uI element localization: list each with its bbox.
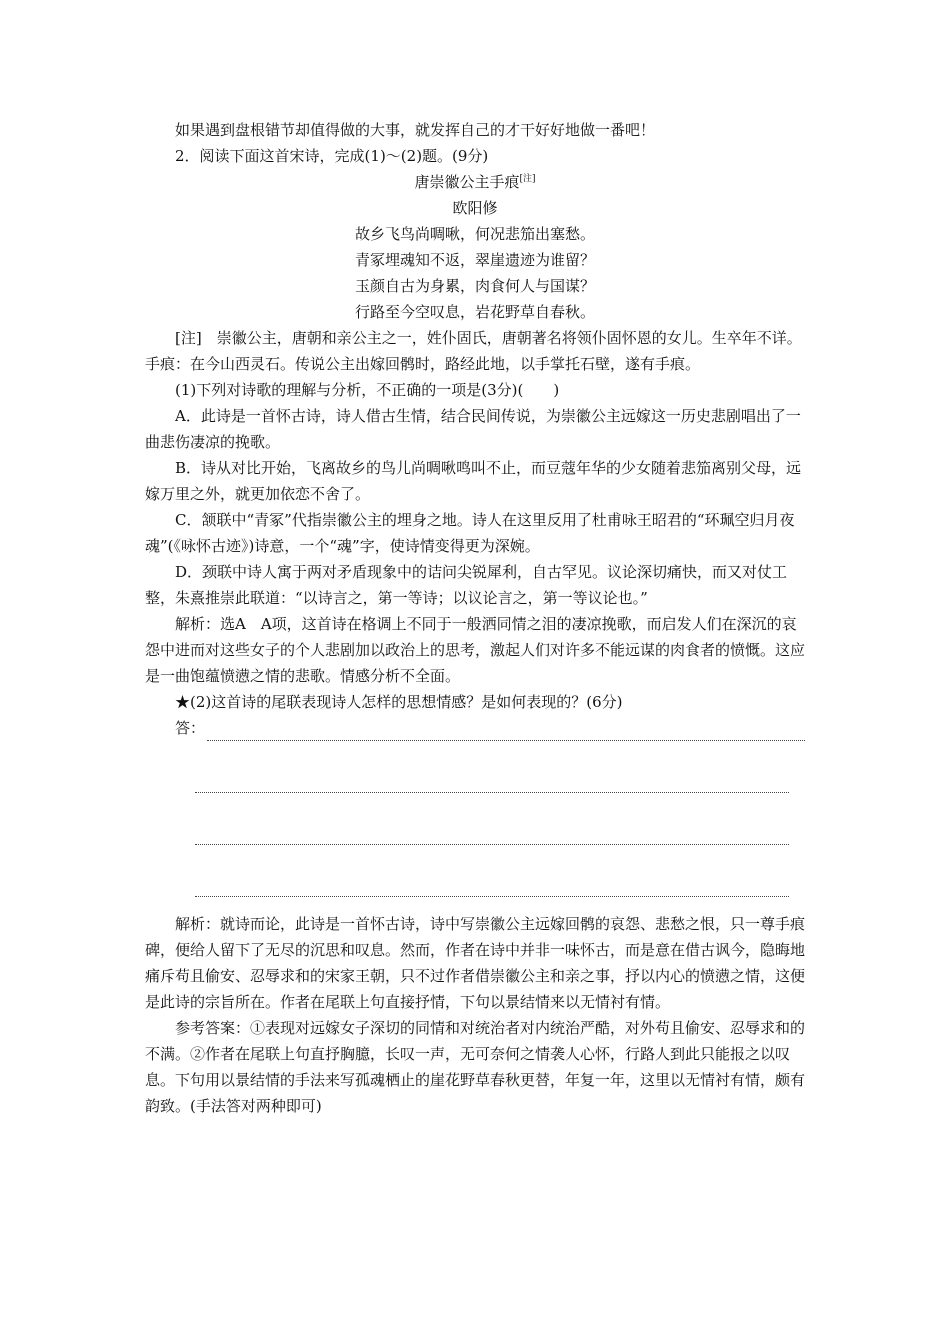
answer-dotted-line	[195, 843, 789, 845]
sub-2-analysis: 解析：就诗而论，此诗是一首怀古诗，诗中写崇徽公主远嫁回鹘的哀怨、悲愁之恨，只一尊手痕碑，便给人留下了无尽的沉思和叹息。然而，作者在诗中并非一味怀古，而是意在借古讽今，隐晦地痛斥苟且偷安、忍辱求和的宋家王朝，只不过作者借崇徽公主和亲之事，抒以内心的愤懑之情，这便是此诗的宗旨所在。作者在尾联上句直接抒情，下句以景结情来以无情衬有情。	[145, 915, 806, 1011]
option-d: D．颈联中诗人寓于两对矛盾现象中的诘问尖锐犀利，自古罕见。议论深切痛快，而又对仗工整，朱熹推崇此联道：“以诗言之，第一等诗；以议论言之，第一等议论也。”	[145, 563, 788, 607]
poem-title	[145, 169, 805, 195]
option-c: C．颔联中“青冢”代指崇徽公主的埋身之地。诗人在这里反用了杜甫咏王昭君的“环珮空归月夜魂”(《咏怀古迹》)诗意，一个“魂”字，使诗情变得更为深婉。	[145, 511, 795, 555]
answer-dotted-line	[195, 791, 789, 793]
reference-answer: 参考答案：①表现对远嫁女子深切的同情和对统治者对内统治严酷，对外苟且偷安、忍辱求和的不满。②作者在尾联上句直抒胸臆，长叹一声，无可奈何之情袭人心怀，行路人到此只能报之以叹息。下句用以景结情的手法来写孤魂栖止的崖花野草春秋更替，年复一年，这里以无情衬有情，颇有韵致。(手法答对两种即可)	[145, 1019, 806, 1115]
option-b: B．诗从对比开始，飞离故乡的鸟儿尚啁啾鸣叫不止，而豆蔻年华的少女随着悲笳离别父母，远嫁万里之外，就更加依恋不舍了。	[145, 459, 802, 503]
poem-line: 玉颜自古为身累，肉食何人与国谋？	[354, 277, 595, 295]
poem-line: 青冢埋魂知不返，翠崖遗迹为谁留？	[354, 251, 595, 269]
poem-note: [注] 崇徽公主，唐朝和亲公主之一，姓仆固氏，唐朝著名将领仆固怀恩的女儿。生卒年不详。手痕：在今山西灵石。传说公主出嫁回鹘时，路经此地，以手掌托石壁，遂有手痕。	[145, 329, 802, 373]
intro-line: 如果遇到盘根错节却值得做的大事，就发挥自己的才干好好地做一番吧！	[175, 121, 656, 139]
sub-question-2: ★(2)这首诗的尾联表现诗人怎样的思想情感？是如何表现的？(6分)	[175, 693, 623, 711]
answer-area-first-line[interactable]	[145, 715, 805, 741]
option-a: A．此诗是一首怀古诗，诗人借古生情，结合民间传说，为崇徽公主远嫁这一历史悲剧唱出了一曲悲伤凄凉的挽歌。	[145, 407, 801, 451]
poem-line: 行路至今空叹息，岩花野草自春秋。	[354, 303, 595, 321]
poem-note-mark: [注]	[519, 174, 536, 184]
spacer	[145, 897, 805, 911]
answer-blank-line[interactable]	[145, 741, 805, 793]
answer-dotted-line	[195, 895, 789, 897]
sub-1-analysis: 解析：选A A项，这首诗在格调上不同于一般洒同情之泪的凄凉挽歌，而启发人们在深沉的哀怨中进而对这些女子的个人悲剧加以政治上的思考，激起人们对许多不能远谋的肉食者的愤慨。这应是一曲饱蕴愤懑之情的悲歌。情感分析不全面。	[145, 615, 806, 685]
poem-author: 欧阳修	[452, 199, 498, 217]
answer-blank-line[interactable]	[145, 793, 805, 845]
answer-label: 答：	[175, 719, 206, 737]
answer-dotted-line	[207, 726, 805, 741]
poem-title-text: 唐崇徽公主手痕	[414, 173, 520, 191]
answer-blank-line[interactable]	[145, 845, 805, 897]
sub-question-1: (1)下列对诗歌的理解与分析，不正确的一项是(3分)( )	[175, 381, 560, 399]
poem-line: 故乡飞鸟尚啁啾，何况悲笳出塞愁。	[354, 225, 595, 243]
document-content	[145, 117, 805, 1119]
question-2-heading: 2．阅读下面这首宋诗，完成(1)～(2)题。(9分)	[175, 147, 489, 165]
